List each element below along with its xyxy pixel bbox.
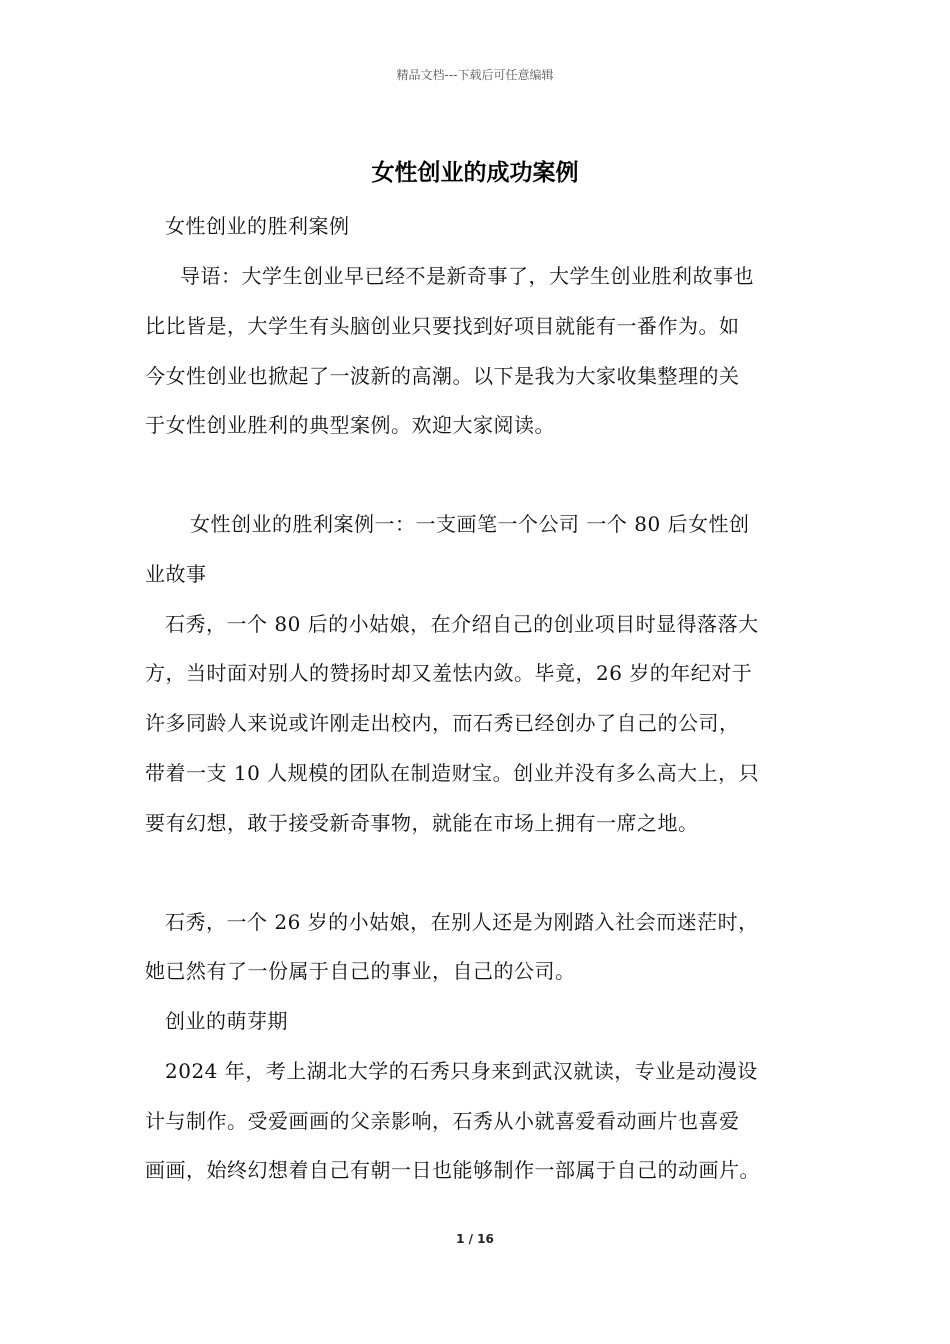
page-number: 1 / 16: [456, 1232, 494, 1246]
body-line: 画画，始终幻想着自己有朝一日也能够制作一部属于自己的动画片。: [145, 1158, 760, 1182]
body-line: 要有幻想，敢于接受新奇事物，就能在市场上拥有一席之地。: [145, 811, 699, 835]
body-line: 女性创业的胜利案例一：一支画笔一个公司 一个 80 后女性创: [190, 512, 750, 536]
document-title: 女性创业的成功案例: [371, 160, 579, 186]
body-line: 方，当时面对别人的赞扬时却又羞怯内敛。毕竟，26 岁的年纪对于: [145, 661, 753, 685]
body-line: 计与制作。受爱画画的父亲影响，石秀从小就喜爱看动画片也喜爱: [145, 1109, 740, 1133]
body-line: 比比皆是，大学生有头脑创业只要找到好项目就能有一番作为。如: [145, 314, 740, 338]
body-line: 她已然有了一份属于自己的事业，自己的公司。: [145, 959, 576, 983]
body-line: 2024 年，考上湖北大学的石秀只身来到武汉就读，专业是动漫设: [165, 1059, 758, 1083]
body-line: 导语：大学生创业早已经不是新奇事了，大学生创业胜利故事也: [180, 264, 754, 288]
body-line: 许多同龄人来说或许刚走出校内，而石秀已经创办了自己的公司，: [145, 711, 740, 735]
body-line: 女性创业的胜利案例: [165, 214, 350, 238]
page-header: 精品文档---下载后可任意编辑: [396, 68, 554, 82]
body-line: 带着一支 10 人规模的团队在制造财宝。创业并没有多么高大上，只: [145, 761, 760, 785]
body-line: 今女性创业也掀起了一波新的高潮。以下是我为大家收集整理的关: [145, 364, 740, 388]
section-heading: 创业的萌芽期: [165, 1009, 288, 1033]
body-line: 业故事: [145, 562, 207, 586]
body-line: 石秀，一个 26 岁的小姑娘，在别人还是为刚踏入社会而迷茫时，: [165, 910, 759, 934]
body-line: 石秀，一个 80 后的小姑娘，在介绍自己的创业项目时显得落落大: [165, 612, 759, 636]
body-line: 于女性创业胜利的典型案例。欢迎大家阅读。: [145, 413, 555, 437]
